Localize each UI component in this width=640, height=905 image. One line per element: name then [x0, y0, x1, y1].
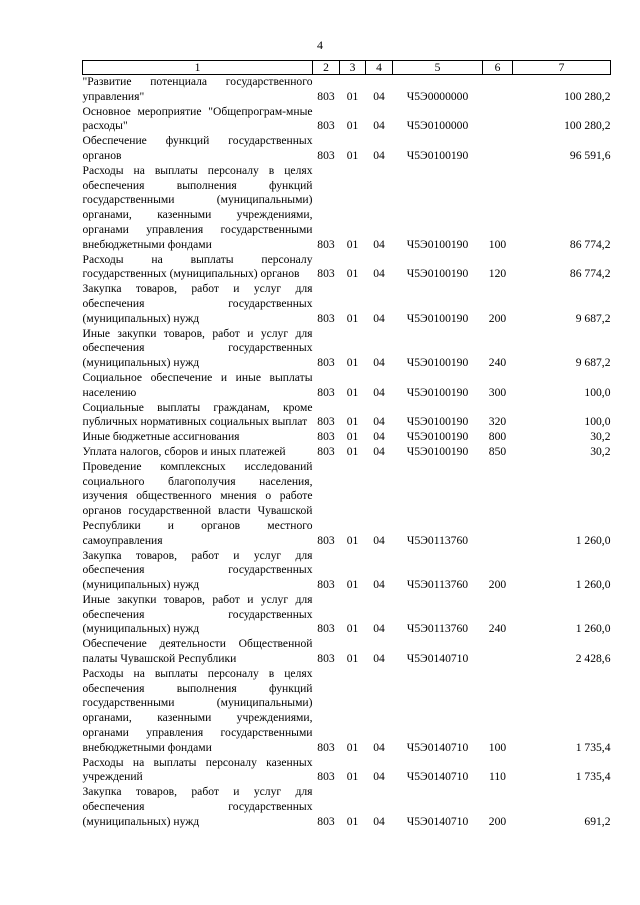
cell-section: 01	[346, 119, 359, 133]
cell-amount: 1 260,0	[575, 533, 611, 547]
cell-ministry-code: 803	[317, 267, 335, 281]
cell-target-article: Ч5Э0100190	[406, 444, 469, 458]
row-name: Расходы на выплаты персоналу в целях обеспечения выполнения функций государственными (муниципальными) органами, казенными учреждениями, органами управления государственными внебюджетными фондами	[82, 163, 313, 251]
column-header: 4	[366, 61, 393, 75]
row-name: "Развитие потенциала государственного управления"	[82, 75, 313, 103]
row-name: Основное мероприятие "Общепрограм-мные расходы"	[82, 104, 313, 133]
cell-target-article: Ч5Э0100190	[406, 356, 469, 370]
cell-target-article: Ч5Э0000000	[406, 89, 469, 103]
cell-ministry-code: 803	[317, 533, 335, 547]
cell-amount: 2 428,6	[575, 652, 611, 666]
row-name: Обеспечение деятельности Общественной палаты Чувашской Республики	[82, 637, 313, 666]
cell-expense-type	[483, 134, 513, 164]
row-name: Иные закупки товаров, работ и услуг для обеспечения государственных (муниципальных) нужд	[82, 326, 313, 370]
table-row	[83, 105, 611, 135]
cell-ministry-code: 803	[317, 89, 335, 103]
cell-expense-type: 200	[488, 578, 507, 592]
cell-expense-type: 800	[488, 430, 507, 444]
cell-ministry-code: 803	[317, 415, 335, 429]
cell-expense-type: 850	[488, 444, 507, 458]
cell-ministry-code: 803	[317, 770, 335, 784]
cell-ministry-code: 803	[317, 578, 335, 592]
cell-ministry-code: 803	[317, 740, 335, 754]
table-row	[83, 371, 611, 401]
cell-target-article: Ч5Э0113760	[406, 578, 469, 592]
cell-ministry-code: 803	[317, 311, 335, 325]
cell-ministry-code: 803	[317, 237, 335, 251]
cell-ministry-code: 803	[317, 814, 335, 828]
cell-subsection: 04	[373, 533, 385, 547]
cell-amount: 100 280,2	[564, 119, 611, 133]
table-body	[83, 75, 611, 830]
cell-subsection: 04	[373, 89, 385, 103]
column-header: 3	[340, 61, 366, 75]
row-name: Расходы на выплаты персоналу казенных учреждений	[82, 755, 313, 784]
cell-section: 01	[346, 237, 359, 251]
cell-target-article: Ч5Э0140710	[406, 770, 469, 784]
column-header: 7	[513, 61, 611, 75]
cell-expense-type: 320	[488, 415, 507, 429]
cell-amount: 1 260,0	[575, 578, 611, 592]
cell-ministry-code: 803	[317, 622, 335, 636]
table-header-row	[83, 61, 611, 75]
cell-ministry-code: 803	[317, 148, 335, 162]
cell-subsection: 04	[373, 652, 385, 666]
cell-subsection: 04	[373, 267, 385, 281]
cell-subsection: 04	[373, 578, 385, 592]
cell-section: 01	[346, 740, 359, 754]
row-name: Иные закупки товаров, работ и услуг для обеспечения государственных (муниципальных) нужд	[82, 592, 313, 636]
cell-amount: 30,2	[590, 430, 611, 444]
cell-expense-type: 300	[488, 385, 507, 399]
cell-subsection: 04	[373, 770, 385, 784]
table-row	[83, 637, 611, 667]
cell-target-article: Ч5Э0140710	[406, 814, 469, 828]
cell-expense-type: 100	[488, 740, 507, 754]
cell-expense-type: 120	[488, 267, 507, 281]
page-number: 4	[317, 38, 323, 52]
table-row	[83, 75, 611, 105]
row-name: Закупка товаров, работ и услуг для обеспечения государственных (муниципальных) нужд	[82, 282, 313, 325]
cell-target-article: Ч5Э0100190	[406, 148, 469, 162]
table-row	[83, 282, 611, 326]
cell-subsection: 04	[373, 119, 385, 133]
cell-target-article: Ч5Э0113760	[406, 622, 469, 636]
cell-amount: 1 735,4	[575, 740, 611, 754]
cell-section: 01	[346, 578, 359, 592]
cell-target-article: Ч5Э0140710	[406, 740, 469, 754]
cell-target-article: Ч5Э0100000	[406, 119, 469, 133]
cell-ministry-code: 803	[317, 430, 335, 444]
cell-subsection: 04	[373, 814, 385, 828]
cell-subsection: 04	[373, 356, 385, 370]
table-row	[83, 430, 611, 445]
row-name: Иные бюджетные ассигнования	[82, 430, 240, 444]
cell-amount: 30,2	[590, 444, 611, 458]
cell-section: 01	[346, 311, 359, 325]
cell-subsection: 04	[373, 148, 385, 162]
cell-subsection: 04	[373, 415, 385, 429]
cell-section: 01	[346, 652, 359, 666]
table-row	[83, 785, 611, 829]
cell-amount: 100,0	[584, 415, 611, 429]
table-row	[83, 460, 611, 549]
cell-amount: 100,0	[584, 385, 611, 399]
cell-ministry-code: 803	[317, 652, 335, 666]
row-name: Закупка товаров, работ и услуг для обеспечения государственных (муниципальных) нужд	[82, 785, 313, 828]
cell-section: 01	[346, 385, 359, 399]
cell-section: 01	[346, 814, 359, 828]
cell-subsection: 04	[373, 237, 385, 251]
cell-target-article: Ч5Э0100190	[406, 237, 469, 251]
cell-amount: 86 774,2	[569, 237, 611, 251]
cell-expense-type: 240	[488, 622, 507, 636]
table-row	[83, 401, 611, 431]
cell-target-article: Ч5Э0100190	[406, 430, 469, 444]
table-row	[83, 445, 611, 460]
cell-section: 01	[346, 89, 359, 103]
cell-target-article: Ч5Э0100190	[406, 311, 469, 325]
cell-amount: 100 280,2	[564, 89, 611, 103]
cell-ministry-code: 803	[317, 119, 335, 133]
cell-expense-type	[483, 105, 513, 135]
cell-section: 01	[346, 148, 359, 162]
cell-section: 01	[346, 622, 359, 636]
cell-section: 01	[346, 415, 359, 429]
row-name: Обеспечение функций государственных органов	[82, 134, 313, 162]
cell-amount: 1 260,0	[575, 622, 611, 636]
row-name: Социальные выплаты гражданам, кроме публичных нормативных социальных выплат	[82, 400, 313, 429]
cell-target-article: Ч5Э0100190	[406, 385, 469, 399]
table-row	[83, 593, 611, 637]
cell-expense-type	[483, 75, 513, 105]
table-row	[83, 164, 611, 253]
cell-expense-type: 200	[488, 814, 507, 828]
row-name: Расходы на выплаты персоналу в целях обеспечения выполнения функций государственными (муниципальными) органами, казенными учреждениями, органами управления государственными внебюджетными фондами	[82, 666, 313, 754]
cell-subsection: 04	[373, 385, 385, 399]
table-row	[83, 134, 611, 164]
cell-section: 01	[346, 533, 359, 547]
cell-amount: 9 687,2	[575, 356, 611, 370]
cell-amount: 9 687,2	[575, 311, 611, 325]
row-name: Закупка товаров, работ и услуг для обеспечения государственных (муниципальных) нужд	[82, 548, 313, 592]
cell-target-article: Ч5Э0113760	[406, 533, 469, 547]
column-header: 2	[313, 61, 340, 75]
table-row	[83, 253, 611, 283]
cell-ministry-code: 803	[317, 356, 335, 370]
cell-subsection: 04	[373, 444, 385, 458]
table-row	[83, 327, 611, 371]
table-row	[83, 756, 611, 786]
cell-subsection: 04	[373, 622, 385, 636]
cell-section: 01	[346, 356, 359, 370]
cell-expense-type: 110	[489, 770, 506, 784]
cell-subsection: 04	[373, 311, 385, 325]
cell-amount: 691,2	[584, 814, 611, 828]
column-header: 1	[83, 61, 313, 75]
cell-expense-type: 100	[488, 237, 507, 251]
table-row	[83, 549, 611, 593]
cell-expense-type	[483, 460, 513, 549]
cell-section: 01	[346, 430, 359, 444]
cell-ministry-code: 803	[317, 444, 335, 458]
cell-expense-type: 200	[488, 311, 507, 325]
cell-target-article: Ч5Э0140710	[406, 652, 469, 666]
row-name: Уплата налогов, сборов и иных платежей	[82, 444, 286, 458]
row-name: Проведение комплексных исследований социального благополучия населения, изучения общественного мнения о работе органов государственной власти Чувашской Республики и органов местного самоуправления	[82, 459, 313, 547]
cell-amount: 96 591,6	[569, 148, 611, 162]
cell-expense-type: 240	[488, 356, 507, 370]
cell-target-article: Ч5Э0100190	[406, 267, 469, 281]
cell-subsection: 04	[373, 740, 385, 754]
cell-ministry-code: 803	[317, 385, 335, 399]
column-header: 6	[483, 61, 513, 75]
column-header: 5	[393, 61, 483, 75]
row-name: Социальное обеспечение и иные выплаты населению	[82, 370, 313, 399]
cell-expense-type	[483, 637, 513, 667]
budget-table	[82, 60, 611, 830]
cell-target-article: Ч5Э0100190	[406, 415, 469, 429]
cell-section: 01	[346, 770, 359, 784]
cell-amount: 86 774,2	[569, 267, 611, 281]
cell-amount: 1 735,4	[575, 770, 611, 784]
cell-section: 01	[346, 267, 359, 281]
cell-subsection: 04	[373, 430, 385, 444]
table-row	[83, 667, 611, 756]
row-name: Расходы на выплаты персоналу государственных (муниципальных) органов	[82, 252, 313, 281]
cell-section: 01	[346, 444, 359, 458]
